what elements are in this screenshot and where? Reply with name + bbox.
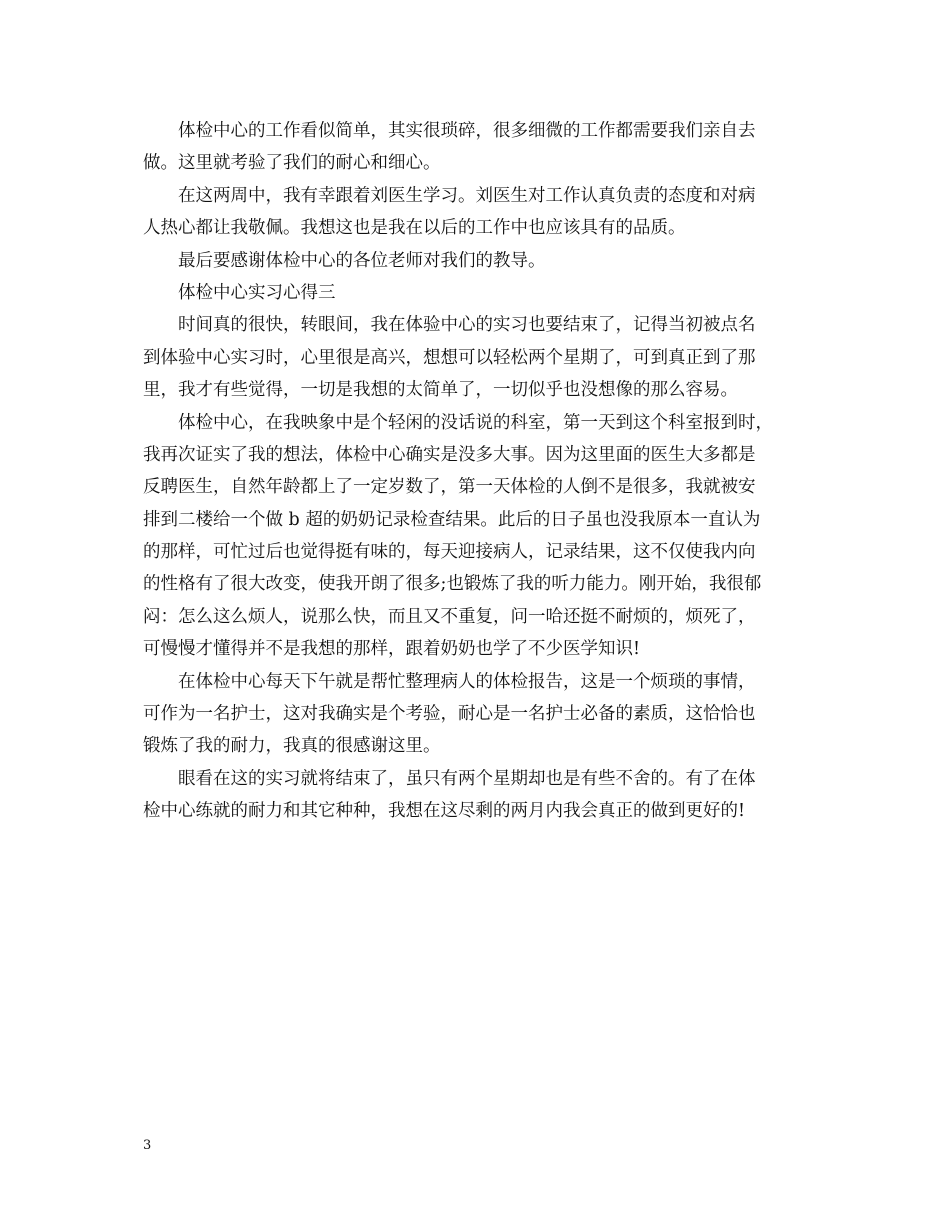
paragraph-line: 的那样，可忙过后也觉得挺有味的，每天迎接病人，记录结果，这不仅使我内向 [143,542,756,563]
paragraph-line: 锻炼了我的耐力，我真的很感谢这里。 [143,736,441,757]
paragraph-line: 到体验中心实习时，心里很是高兴，想想可以轻松两个星期了，可到真正到了那 [143,347,756,368]
paragraph-line: 反聘医生，自然年龄都上了一定岁数了，第一天体检的人倒不是很多，我就被安 [143,477,756,498]
paragraph-line: 时间真的很快，转眼间，我在体验中心的实习也要结束了，记得当初被点名 [178,315,756,336]
paragraph-line: 闷：怎么这么烦人，说那么快，而且又不重复，问一哈还挺不耐烦的，烦死了， [143,606,756,627]
paragraph-line: 人热心都让我敬佩。我想这也是我在以后的工作中也应该具有的品质。 [143,218,686,239]
paragraph-line: 我再次证实了我的想法，体检中心确实是没多大事。因为这里面的医生大多都是 [143,444,756,465]
paragraph-line: 可慢慢才懂得并不是我想的那样，跟着奶奶也学了不少医学知识! [143,639,641,660]
paragraph-line: 排到二楼给一个做 b 超的奶奶记录检查结果。此后的日子虽也没我原本一直认为 [143,509,761,530]
document-body [143,115,808,828]
page-number: 3 [143,1138,152,1153]
section-heading: 体检中心实习心得三 [178,282,336,303]
paragraph-line: 在体检中心每天下午就是帮忙整理病人的体检报告，这是一个烦琐的事情， [178,671,756,692]
paragraph-line: 里，我才有些觉得，一切是我想的太简单了，一切似乎也没想像的那么容易。 [143,380,738,401]
paragraph-line: 最后要感谢体检中心的各位老师对我们的教导。 [178,250,546,271]
paragraph-line: 检中心练就的耐力和其它种种，我想在这尽剩的两月内我会真正的做到更好的! [143,801,746,822]
paragraph-line: 眼看在这的实习就将结束了，虽只有两个星期却也是有些不舍的。有了在体 [178,768,756,789]
paragraph-line: 可作为一名护士，这对我确实是个考验，耐心是一名护士必备的素质，这恰恰也 [143,704,756,725]
paragraph-line: 的性格有了很大改变，使我开朗了很多;也锻炼了我的听力能力。刚开始，我很郁 [143,574,762,595]
paragraph-line: 在这两周中，我有幸跟着刘医生学习。刘医生对工作认真负责的态度和对病 [178,185,756,206]
paragraph-line: 体检中心，在我映象中是个轻闲的没话说的科室，第一天到这个科室报到时， [178,412,773,433]
paragraph-line: 体检中心的工作看似简单，其实很琐碎，很多细微的工作都需要我们亲自去 [178,121,756,141]
paragraph-line: 做。这里就考验了我们的耐心和细心。 [143,153,441,174]
